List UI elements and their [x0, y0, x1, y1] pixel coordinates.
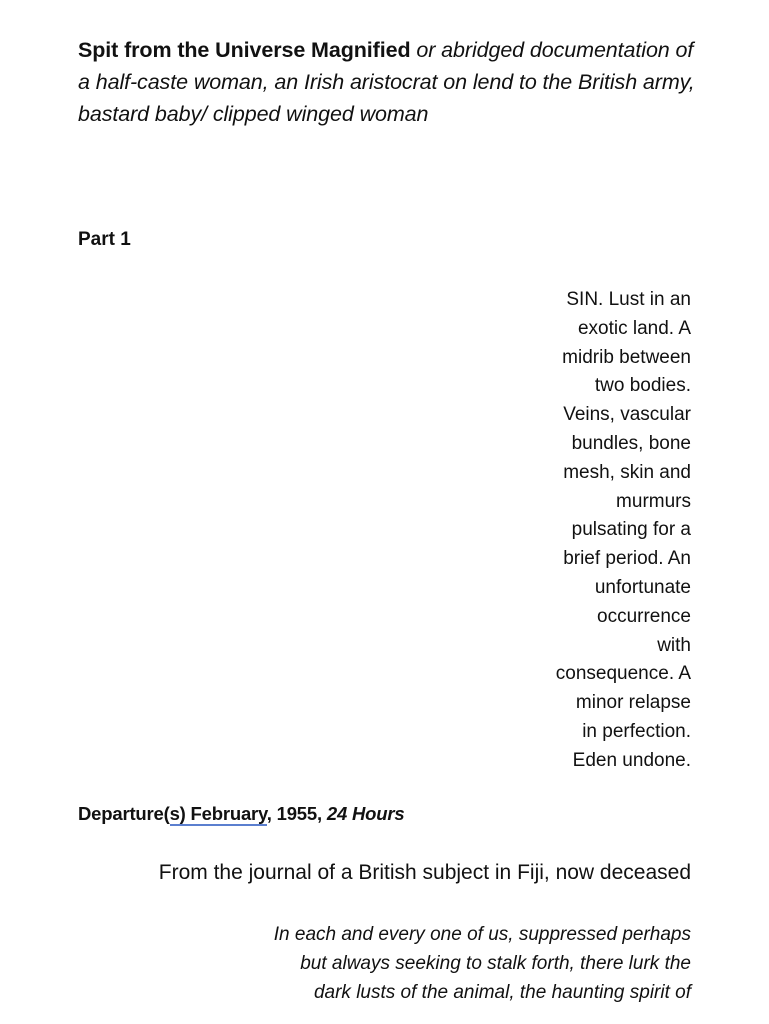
poem-line: brief period. An	[563, 548, 691, 570]
poem-line: in perfection.	[582, 720, 691, 742]
epigraph-block	[211, 920, 691, 1007]
poem-line: exotic land. A	[577, 317, 691, 339]
poem-line: minor relapse	[575, 692, 691, 714]
departure-date: , 1955,	[266, 803, 327, 824]
poem-line: pulsating for a	[571, 519, 691, 541]
poem-block	[501, 286, 691, 776]
spellcheck-underlined-text[interactable]: s) February	[169, 803, 267, 824]
poem-line: unfortunate	[594, 576, 691, 598]
poem-line: consequence. A	[555, 663, 691, 685]
poem-line: mesh, skin and	[563, 461, 691, 483]
poem-line: SIN. Lust in an	[566, 289, 691, 310]
poem-line: with	[657, 634, 691, 656]
departure-prefix: Departure(	[78, 803, 170, 824]
epigraph-line: In each and every one of us, suppressed perhaps	[273, 924, 691, 945]
title-main: Spit from the Universe Magnified	[78, 38, 411, 62]
poem-line: bundles, bone	[571, 432, 691, 454]
departure-duration: 24 Hours	[326, 803, 405, 824]
epigraph-line: but always seeking to stalk forth, there lurk the	[300, 953, 691, 974]
epigraph-line: dark lusts of the animal, the haunting spirit of	[313, 982, 691, 1003]
poem-line: midrib between	[562, 346, 691, 368]
title-subtitle: or abridged documentation of a half-caste woman, an Irish aristocrat on lend to the British army, bastard baby/ clipped winged woman	[78, 38, 695, 126]
poem-line: two bodies.	[594, 375, 691, 397]
departure-heading	[78, 800, 404, 828]
poem-line: Veins, vascular	[563, 404, 691, 426]
part-heading: Part 1	[78, 229, 131, 250]
poem-line: occurrence	[597, 605, 691, 627]
poem-line: Eden undone.	[572, 749, 691, 771]
poem-line: murmurs	[616, 490, 691, 512]
journal-attribution: From the journal of a British subject in Fiji, now deceased	[158, 861, 691, 884]
document-title	[78, 34, 698, 130]
